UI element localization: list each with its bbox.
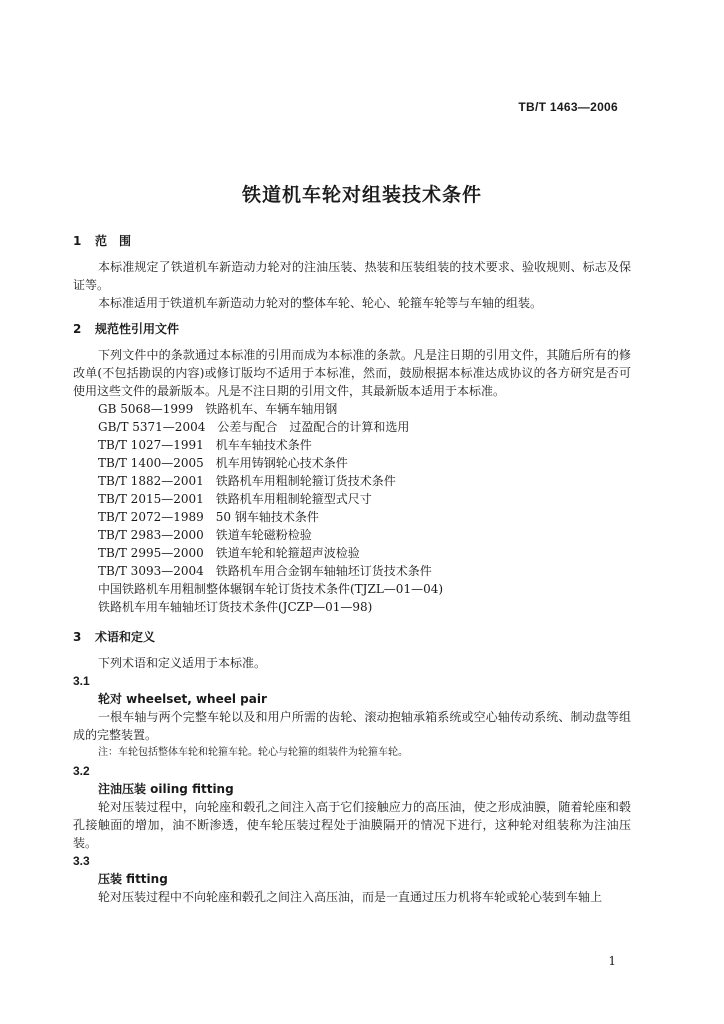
clause-number: 3.1 bbox=[73, 674, 90, 688]
term-heading: 压装 fitting bbox=[98, 872, 168, 886]
paragraph: 本标准规定了铁道机车新造动力轮对的注油压装、热装和压装组装的技术要求、验收规则、标志及保证等。 bbox=[73, 260, 631, 292]
reference-item: TB/T 2015—2001 铁路机车用粗制轮箍型式尺寸 bbox=[98, 492, 372, 506]
reference-item: TB/T 2983—2000 铁道车轮磁粉检验 bbox=[98, 528, 312, 542]
reference-item: GB 5068—1999 铁路机车、车辆车轴用钢 bbox=[98, 402, 338, 416]
clause-number: 3.3 bbox=[73, 854, 90, 868]
term-heading: 注油压装 oiling fitting bbox=[98, 782, 234, 796]
term-definition: 轮对压装过程中，向轮座和毂孔之间注入高于它们接触应力的高压油，使之形成油膜，随着轮座和毂孔接触面的增加，油不断渗透，使车轮压装过程处于油膜隔开的情况下进行，这种轮对组装称为注油压装。 bbox=[73, 800, 631, 850]
reference-list bbox=[73, 400, 631, 616]
reference-item: 铁路机车用车轴轴坯订货技术条件(JCZP—01—98) bbox=[98, 600, 373, 614]
term-definition: 一根车轴与两个完整车轮以及和用户所需的齿轮、滚动抱轴承箱系统或空心轴传动系统、制动盘等组成的完整装置。 bbox=[73, 710, 631, 742]
section-heading-2 bbox=[73, 320, 631, 338]
paragraph: 本标准适用于铁道机车新造动力轮对的整体车轮、轮心、轮箍车轮等与车轴的组装。 bbox=[98, 296, 543, 310]
standard-code: TB/T 1463—2006 bbox=[518, 100, 618, 114]
section-number: 1 bbox=[73, 234, 82, 248]
section-heading-1 bbox=[73, 232, 631, 250]
paragraph: 下列文件中的条款通过本标准的引用而成为本标准的条款。凡是注日期的引用文件，其随后所有的修改单(不包括勘误的内容)或修订版均不适用于本标准，然而，鼓励根据本标准达成协议的各方研究是否可使用这些文件的最新版本。凡是不注日期的引用文件，其最新版本适用于本标准。 bbox=[73, 348, 631, 398]
document-title: 铁道机车轮对组装技术条件 bbox=[241, 184, 482, 206]
section-heading-3 bbox=[73, 628, 631, 646]
term-heading: 轮对 wheelset, wheel pair bbox=[98, 692, 267, 706]
section-title: 规范性引用文件 bbox=[95, 322, 180, 336]
reference-item: TB/T 1400—2005 机车用铸钢轮心技术条件 bbox=[98, 456, 348, 470]
term-definition: 轮对压装过程中不向轮座和毂孔之间注入高压油，而是一直通过压力机将车轮或轮心装到车轴上 bbox=[98, 890, 603, 904]
reference-item: TB/T 1027—1991 机车车轴技术条件 bbox=[98, 438, 312, 452]
section-title: 术语和定义 bbox=[95, 630, 156, 644]
section-title: 范围 bbox=[95, 234, 144, 248]
document-body bbox=[73, 232, 631, 906]
reference-item: TB/T 2995—2000 铁道车轮和轮箍超声波检验 bbox=[98, 546, 360, 560]
term-note: 注：车轮包括整体车轮和轮箍车轮。轮心与轮箍的组装件为轮箍车轮。 bbox=[98, 747, 408, 758]
reference-item: 中国铁路机车用粗制整体辗钢车轮订货技术条件(TJZL—01—04) bbox=[98, 582, 444, 596]
page-number: 1 bbox=[608, 954, 616, 968]
reference-item: TB/T 2072—1989 50 钢车轴技术条件 bbox=[98, 510, 319, 524]
section-number: 3 bbox=[73, 630, 82, 644]
reference-item: TB/T 3093—2004 铁路机车用合金钢车轴轴坯订货技术条件 bbox=[98, 564, 432, 578]
reference-item: TB/T 1882—2001 铁路机车用粗制轮箍订货技术条件 bbox=[98, 474, 396, 488]
section-number: 2 bbox=[73, 322, 82, 336]
paragraph: 下列术语和定义适用于本标准。 bbox=[98, 656, 267, 670]
clause-number: 3.2 bbox=[73, 764, 90, 778]
reference-item: GB/T 5371—2004 公差与配合 过盈配合的计算和选用 bbox=[98, 420, 410, 434]
